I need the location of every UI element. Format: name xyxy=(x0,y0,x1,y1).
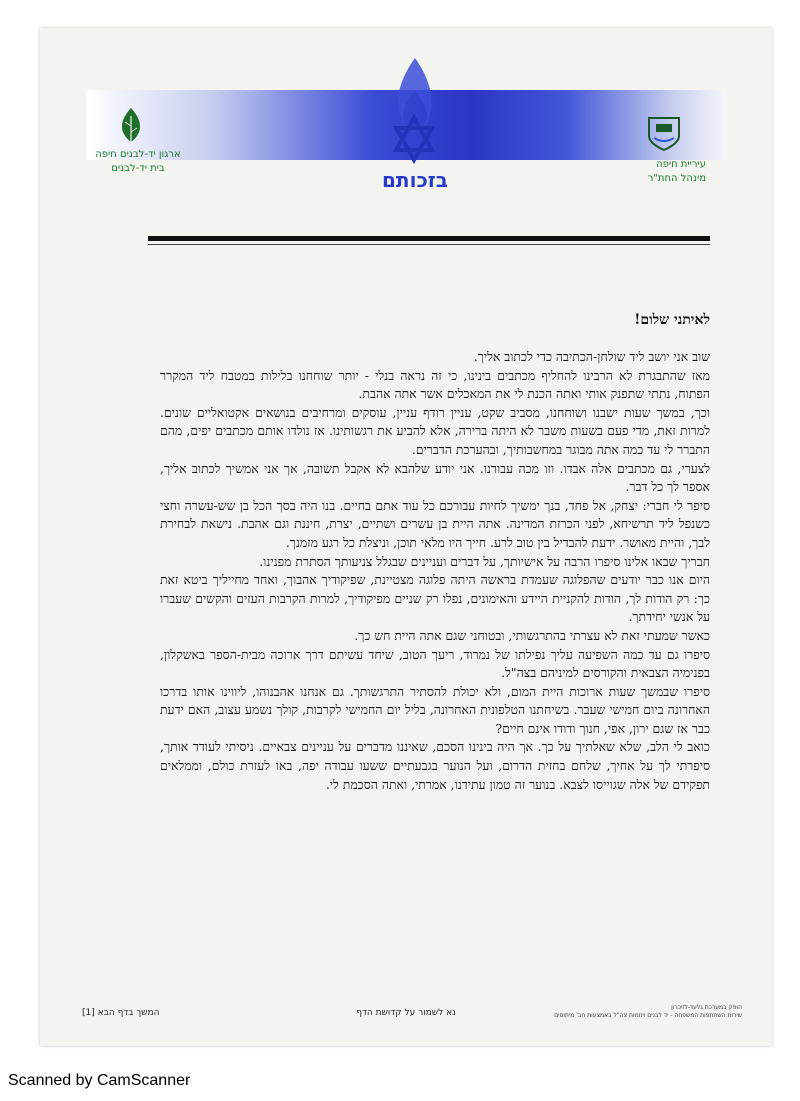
logo-word: בזכותם xyxy=(382,168,448,192)
flame-star-of-david-icon xyxy=(385,56,443,176)
tree-emblem-icon xyxy=(116,106,146,150)
scanner-watermark: Scanned by CamScanner xyxy=(8,1072,191,1089)
org-left-block xyxy=(78,148,198,176)
header-rule-thin xyxy=(148,244,710,245)
page-footer xyxy=(70,1004,742,1028)
letter-paragraph: מאז שהתבגרת לא הרבינו להחליף מכתבים בינינו, כי זה נראה בנלי - יותר שוחחנו בלילות במטבח ליד המקרר הפתוח, נתתי שתפנק אותי ואתה הכנת לי את המאכלים אשר אתה אהבת. xyxy=(160,367,710,402)
letter-paragraph: לצערי, גם מכתבים אלה אבדו. וזו מכה עבורנו. אני יודע שלהבא לא אקבל תשובה, אך אני אמשיך לכתוב אליך, אספר לך כל דבר. xyxy=(160,460,710,495)
org-left-sub: בית יד-לבנים xyxy=(111,163,165,174)
org-right-block xyxy=(636,158,706,186)
production-credits xyxy=(532,1004,742,1020)
org-right-name: עיריית חיפה xyxy=(656,159,706,170)
org-right-sub: מינהל החת"ר xyxy=(647,173,706,184)
letter-paragraph: סיפרו גם עד כמה השפיעה עליך נפילתו של נמרוד, ריעך הטוב, שיחד עשיתם דרך ארוכה מבית-הספר באשקלון, בפנימיה הצבאית והקורסים למיניהם בצה"ל. xyxy=(160,646,710,681)
header-rule-thick xyxy=(148,236,710,241)
credits-line-2: שירות השתתפות המשפחה - יד לבנים ויוזמות צה"ל באמצעות חב' מיתוסים xyxy=(554,1012,742,1019)
letter-paragraph: וכך, במשך שעות ישבנו ושוחחנו, מסביב שקט, עניין רודף עניין, עוסקים ומרחיבים בנושאים אקטואליים שונים. למרות זאת, מדי פעם בשעות משבר לא היתה ברירה, אלא להביע את רגשותינו. אז נולדו אותם מכתבים יפים, מהם התברר לי עד כמה אתה מבוגר במחשבותיך, ובהערכת הדברים. xyxy=(160,404,710,457)
letter-page xyxy=(40,28,772,1046)
letter-body xyxy=(160,348,710,794)
org-left-name: ארגון יד-לבנים חיפה xyxy=(95,149,181,160)
letter-paragraph: חבריך שבאו אלינו סיפרו הרבה על אישיותך, על דברים ועניינים שבגלל צניעותך הסתרת מפנינו. xyxy=(259,553,710,569)
letter-paragraph: סיפרו שבמשך שעות ארוכות היית המום, ולא יכולת להסתיר התרגשותך. גם אנחנו אהבנוהו, ליווינו אותו בדרכו האחרונה ביום חמישי שעבר. בשיחתנו הטלפונית האחרונה, בליל יום החמישי לקרבות, קולך נשמע עצוב, האם ידעת כבר אז שגם ירון, אפי, חנוך ודודו אינם חיים? xyxy=(160,683,710,736)
letter-paragraph: כאשר שמעתי זאת לא עצרתי בהתרגשותי, ובטוחני שגם אתה היית חש כך. xyxy=(354,627,710,643)
letter-paragraph: כואב לי הלב, שלא שאלתיך על כך. אך היה בינינו הסכם, שאיננו מדברים על עניינים צבאיים. ניסיתי לעודד אותך, סיפרתי לך על אחיך, שלחם בחזית הדרום, ועל הנוער בגבעתיים ששעו עבודה יפה, באו לעזרת כולם, וממלאים תפקידם של אלה שגוייסו לצבא. בנוער זה טמון עתידנו, אמרתי, ואתה הסכמת לי. xyxy=(160,739,710,792)
letter-paragraph: שוב אני יושב ליד שולחן-הכתיבה כדי לכתוב אליך. xyxy=(473,349,710,364)
credits-line-1: הופק במערכת גלעד-לזיכרון xyxy=(671,1004,742,1011)
letter-paragraph: היום אנו כבר יודעים שהפלוגה שעמדת בראשה היתה פלוגה מצטיינת, שפיקודיך אהבוך, ואחד מחייליך ביטא זאת כך: רק הודות לך, הודות להקניית היידע והאימונים, נפלו רק שניים מפיקודיך, למרות הקרבות העזים והקשים שעברו על אנשי יחידתך. xyxy=(160,572,710,625)
haifa-emblem-icon xyxy=(644,114,684,152)
sanctity-note: נא לשמור על קדושת הדף xyxy=(356,1008,456,1018)
continued-note: המשך בדף הבא [1] xyxy=(82,1008,160,1018)
letter-paragraph: סיפר לי חברי: יצחק, אל פחד, בנך ימשיך לחיות עבורכם כל עוד אתם בחיים. בנו היה בסך הכל בן שש-עשרה וחצי כשנפל ליד תרשיחא, לפני הכרזת המדינה. אתה היית בן עשרים ושתיים, יצרת, חיננת וגם אהבת. נישאת לבחירת לבך, והיית מאושר. ידעת להבדיל בין טוב לרע. חייך היו מלאי תוכן, וניצלת כל רגע מזמנך. xyxy=(160,497,710,550)
letter-greeting: לאיתני שלום! xyxy=(634,312,710,328)
